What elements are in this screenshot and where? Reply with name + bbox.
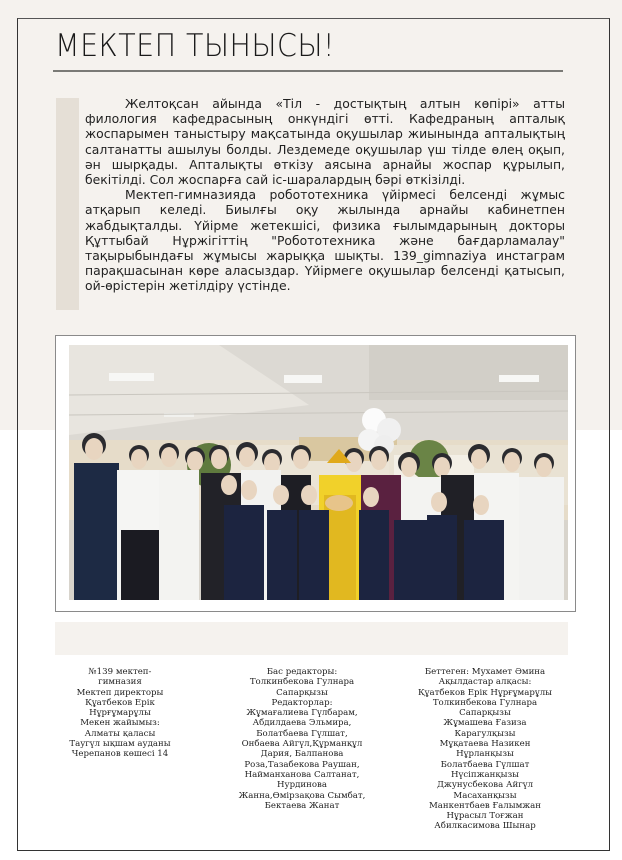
credit-line: Редакторлар:	[271, 697, 333, 708]
credit-line: Найманханова Салтанат,	[244, 769, 360, 780]
credit-line: Карагулқызы	[454, 728, 516, 739]
credit-line: Құатбеков Ерік Нұрғұмарұлы	[417, 687, 553, 698]
credit-line: Мекен жайымыз:	[80, 718, 160, 729]
credit-line: Нүсіпжанқызы	[451, 769, 519, 780]
credit-line: Құатбеков Ерік	[85, 697, 155, 708]
page-title: МЕКТЕП ТЫНЫСЫ!	[55, 28, 335, 64]
article-paragraph-2: Мектеп-гимназияда робототехника үйірмесі белсенді жұмыс атқарып келеді. Биылғы оқу жылында арнайы кабинетпен жабдықталды. Үйірме жетекшісі, физика ғылымдарының докторы Құттыбай Нұржігіттің "Робототехника және бағдарламалау" тақырыбындағы жұмысы жарыққа шықты. 139_gimnaziya инстаграм парақшасынан көре аласыздар. Үйірмеге оқушылар белсенді қатысып, ой-өрістерін жетілдіру үстінде.	[85, 187, 565, 294]
credit-line: Абдилдаева Эльмира,	[252, 718, 352, 729]
credit-line: №139 мектеп-	[88, 667, 152, 677]
credit-line: Бас редакторы:	[266, 667, 338, 677]
credit-line: Нұрланқызы	[456, 749, 514, 760]
credit-line: Жұмашева Ғазиза	[443, 718, 527, 729]
photo-frame	[55, 335, 576, 612]
credit-line: Черепанов көшесі 14	[71, 749, 169, 760]
credits-school	[40, 667, 200, 760]
credit-line: Бектаева Жанат	[264, 800, 340, 811]
article-accent-bar	[56, 98, 79, 310]
article-body	[85, 96, 565, 294]
credit-line: Таугүл ықшам ауданы	[69, 739, 171, 750]
credit-line: Жанна,Өмірзақова Сымбат,	[238, 790, 366, 801]
credit-line: Сапарқызы	[459, 708, 511, 719]
credit-line: Нұрғұмарұлы	[89, 708, 151, 719]
caption-box	[55, 622, 568, 655]
credit-line: Болатбаева Гүлшат	[440, 759, 530, 770]
credits-editors	[212, 667, 392, 811]
credit-line: Нурдинова	[277, 780, 327, 791]
credit-line: Сапарқызы	[276, 687, 328, 698]
title-divider	[53, 70, 563, 72]
credit-line: Мұқатаева Назикен	[439, 739, 531, 750]
credit-line: Жұмағалиева Гүлбарам,	[246, 708, 358, 719]
credits-board	[392, 667, 578, 832]
credit-line: Манкентбаев Ғалымжан	[428, 800, 542, 811]
credit-line: Мектеп директоры	[76, 687, 164, 698]
credit-line: Толкинбекова Гулнара	[432, 697, 538, 708]
credit-line: Абилкасимова Шынар	[434, 821, 536, 832]
credit-line: Нұрасыл Тоғжан	[446, 811, 524, 822]
article-paragraph-1: Желтоқсан айында «Тіл - достықтың алтын көпірі» атты филология кафедрасының онкүндігі өтті. Кафедраның апталық жоспарымен таныстыру мақсатында оқушылар жиынында апталықтың салтанатты ашылуы болды. Лездемеде оқушылар үш тілде өлең оқып, ән шырқады. Апталықты өткізу аясына арнайы жоспар құрылып, бекітілді. Сол жоспарға сай іс-шаралардың бәрі өткізілді.	[85, 96, 565, 188]
credit-line: гимназия	[98, 677, 142, 688]
credit-line: Дария, Балпанова	[260, 749, 344, 760]
credit-line: Онбаева Айгүл,Құрманқұл	[241, 739, 363, 750]
credit-line: Алматы қаласы	[84, 728, 156, 739]
credit-line: Беттеген: Мухамет Әмина	[424, 667, 546, 677]
credit-line: Ақылдастар алқасы:	[438, 677, 532, 688]
credit-line: Роза,Тазабекова Раушан,	[244, 759, 360, 770]
credit-line: Джунусбекова Айгүл	[436, 780, 534, 791]
credit-line: Болатбаева Гүлшат,	[256, 728, 348, 739]
group-photo-icon	[69, 345, 568, 600]
credit-line: Масаханқызы	[453, 790, 517, 801]
credit-line: Толкинбекова Гулнара	[249, 677, 355, 688]
